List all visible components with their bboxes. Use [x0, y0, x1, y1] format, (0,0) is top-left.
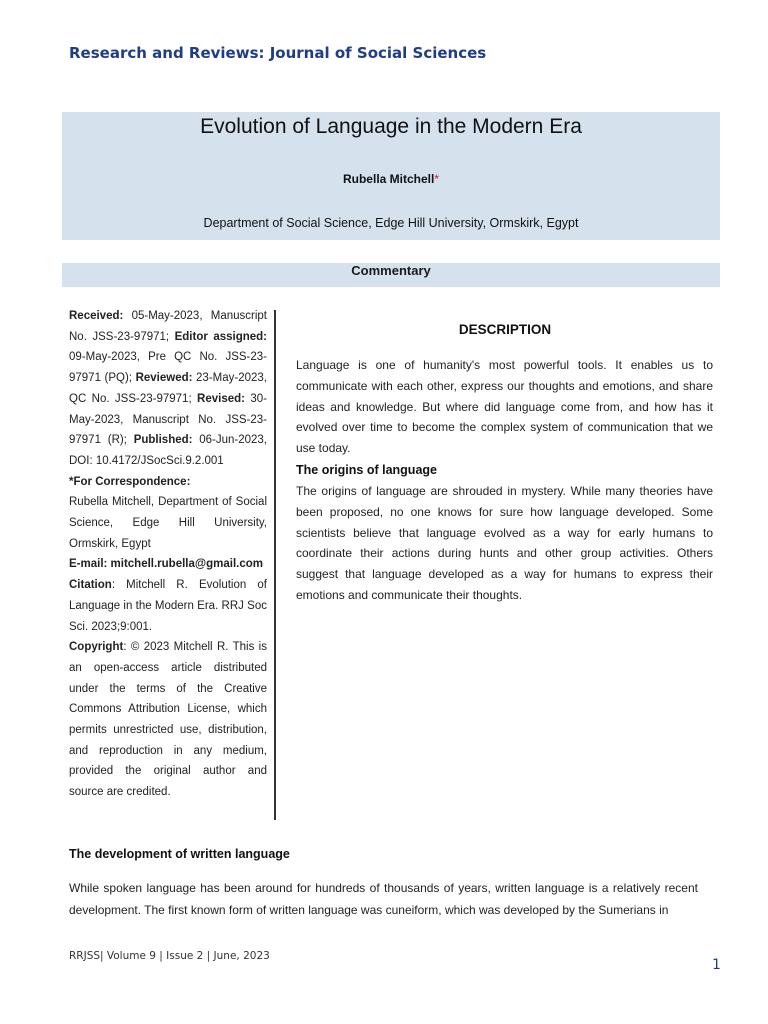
citation-block	[69, 575, 267, 637]
article-metadata	[69, 306, 267, 803]
history-block	[69, 306, 267, 472]
reviewed-text: 23-May-2023, QC No. JSS-23-97971;	[69, 372, 267, 405]
footer-issue-info: RRJSS| Volume 9 | Issue 2 | June, 2023	[69, 950, 270, 962]
received-label: Received:	[69, 310, 124, 322]
correspondence-label: *For Correspondence:	[69, 475, 191, 488]
revised-text: 30-May-2023, Manuscript No. JSS-23-97971 (R);	[69, 392, 267, 447]
article-type-bar	[62, 263, 720, 287]
citation-label: Citation	[69, 579, 112, 592]
description-paragraph: Language is one of humanity's most powerful tools. It enables us to communicate with each other, express our thoughts and emotions, and share ideas and knowledge. But where did language come from, and how has it evolved over time to become the complex system of communication that we use today.	[296, 358, 713, 456]
published-text: 06-Jun-2023, DOI: 10.4172/JSocSci.9.2.001	[69, 434, 268, 467]
journal-name: Research and Reviews: Journal of Social Sciences	[69, 44, 487, 62]
author-affiliation: Department of Social Science, Edge Hill University, Ormskirk, Egypt	[203, 216, 579, 230]
origins-paragraph: The origins of language are shrouded in mystery. While many theories have been proposed, no one knows for sure how language developed. Some scientists believe that language evolved as a way for early humans to coordinate their actions during hunts and other group activities. Others suggest that language developed as a way for humans to express their emotions and communicate their thoughts.	[296, 483, 713, 602]
article-type: Commentary	[351, 263, 431, 278]
copyright-text: : © 2023 Mitchell R. This is an open-access article distributed under the terms of the Creative Commons Attribution License, which permits unrestricted use, distribution, and reproduction in any medium, provided the original author and source are credited.	[69, 641, 267, 799]
copyright-label: Copyright	[69, 641, 124, 654]
written-language-heading: The development of written language	[69, 847, 290, 861]
author-mark: *	[434, 172, 440, 186]
published-label: Published:	[133, 434, 193, 447]
column-divider	[274, 310, 276, 820]
origins-heading: The origins of language	[296, 462, 437, 477]
description-heading: DESCRIPTION	[458, 322, 552, 337]
reviewed-label: Reviewed:	[135, 372, 193, 385]
editor-text: 09-May-2023, Pre QC No. JSS-23-97971 (PQ);	[69, 351, 267, 385]
author-name: Rubella Mitchell	[342, 172, 435, 186]
copyright-block	[69, 637, 267, 803]
right-column	[296, 355, 713, 606]
correspondence-text: Rubella Mitchell, Department of Social Science, Edge Hill University, Ormskirk, Egypt	[69, 496, 267, 550]
citation-text: : Mitchell R. Evolution of Language in the Modern Era. RRJ Soc Sci. 2023;9:001.	[69, 579, 267, 633]
article-title: Evolution of Language in the Modern Era	[200, 115, 582, 138]
revised-label: Revised:	[197, 392, 245, 405]
received-text: 05-May-2023, Manuscript No. JSS-23-97971;	[69, 310, 267, 343]
title-block	[62, 112, 720, 240]
page-number: 1	[712, 957, 721, 973]
editor-label: Editor assigned:	[174, 330, 267, 343]
written-language-paragraph: While spoken language has been around for hundreds of thousands of years, written language is a relatively recent development. The first known form of written language was cuneiform, which was developed by the Sumerians in	[69, 881, 698, 917]
article-author	[62, 172, 720, 186]
email-line[interactable]: E-mail: mitchell.rubella@gmail.com	[69, 558, 263, 571]
